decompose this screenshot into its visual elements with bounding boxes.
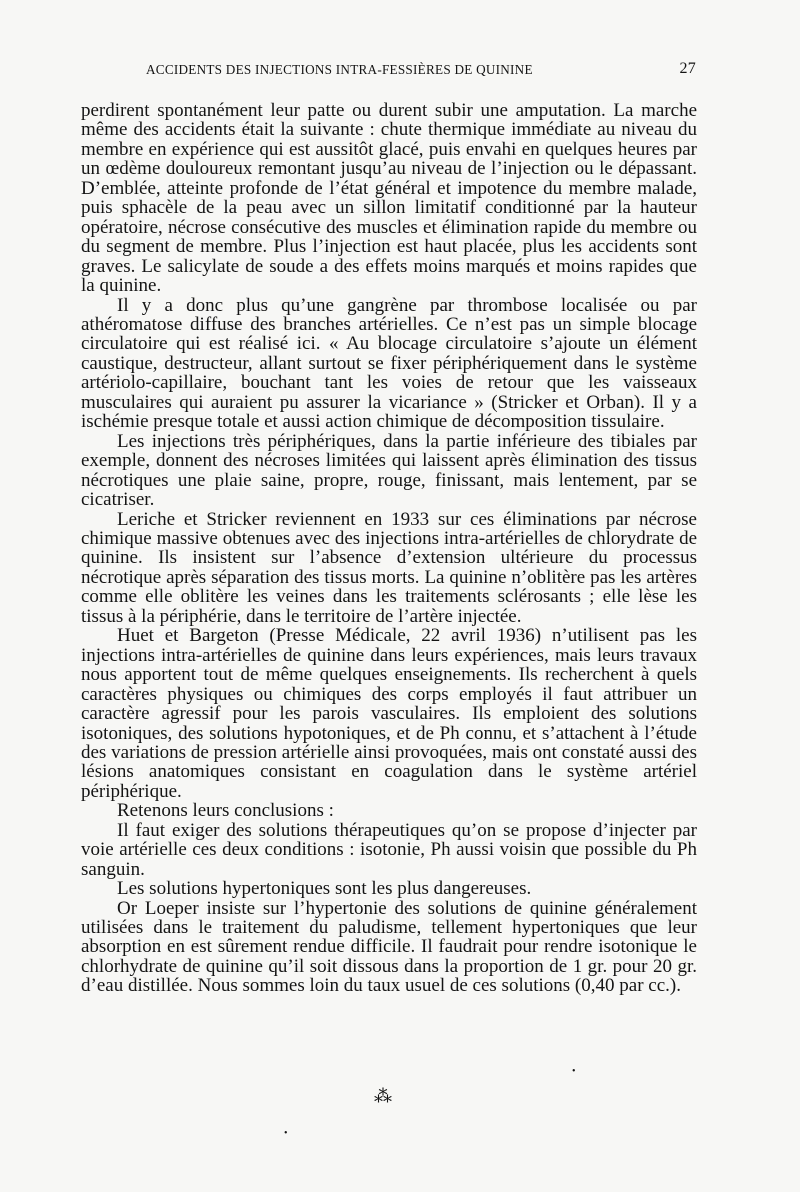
running-header xyxy=(146,62,696,78)
section-ornament: ⁂ xyxy=(374,1086,390,1106)
paragraph-8: Les solutions hypertoniques sont les plus dangereuses. xyxy=(117,878,532,900)
paragraph-9: Or Loeper insiste sur l’hypertonie des solutions de quinine généralement utilisées dans le traitement du paludisme, tellement hypertoniques que leur absorption en est sûrement rendue difficile. Il faudrait pour rendre isotonique le chlorhydrate de quinine qu’il soit dissous dans la proportion de 1 gr. pour 20 gr. d’eau distillée. Nous sommes loin du taux usuel de ces solutions (0,40 par cc.). xyxy=(81,897,697,997)
print-speck: • xyxy=(284,1128,288,1139)
paragraph-4: Leriche et Stricker reviennent en 1933 sur ces éliminations par nécrose chimique massive obtenues avec des injections intra-artérielles de chlorydrate de quinine. Ils insistent sur l’absence d’extension ultérieure du processus nécrotique après séparation des tissus morts. La quinine n’oblitère pas les artères comme elle oblitère les veines dans les traitements sclérosants ; elle lèse les tissus à la périphérie, dans le territoire de l’artère injectée. xyxy=(81,508,697,627)
page-number: 27 xyxy=(679,60,696,77)
paragraph-7: Il faut exiger des solutions thérapeutiques qu’on se propose d’injecter par voie artérielle ces deux conditions : isotonie, Ph aussi voisin que possible du Ph sanguin. xyxy=(81,819,697,880)
running-title: ACCIDENTS DES INJECTIONS INTRA-FESSIÈRES DE QUININE xyxy=(146,62,533,77)
paragraph-5: Huet et Bargeton (Presse Médicale, 22 avril 1936) n’utilisent pas les injections intra-artérielles de quinine dans leurs expériences, mais leurs travaux nous apportent tout de même quelques enseignements. Ils recherchent à quels caractères physiques ou chimiques des corps employés il faut attribuer un caractère agressif pour les parois vasculaires. Ils emploient des solutions isotoniques, des solutions hypotoniques, et de Ph connu, et s’attachent à l’étude des variations de pression artérielle ainsi provoquées, mais ont constaté aussi des lésions anatomiques consistant en coagulation dans le système artériel périphérique. xyxy=(81,625,697,802)
print-speck: • xyxy=(572,1066,576,1077)
body-text xyxy=(81,101,697,996)
paragraph-1: perdirent spontanément leur patte ou durent subir une amputation. La marche même des accidents était la suivante : chute thermique immédiate au niveau du membre en expérience qui est aussitôt glacé, puis envahi en quelques heures par un œdème douloureux remontant jusqu’au niveau de l’injection ou le dépassant. D’emblée, atteinte profonde de l’état général et impotence du membre malade, puis sphacèle de la peau avec un sillon limitatif conditionné par la hauteur opératoire, nécrose consécutive des muscles et élimination rapide du membre ou du segment de membre. Plus l’injection est haut placée, plus les accidents sont graves. Le salicylate de soude a des effets moins marqués et moins rapides que la quinine. xyxy=(81,100,697,297)
paragraph-3: Les injections très périphériques, dans la partie inférieure des tibiales par exemple, donnent des nécroses limitées qui laissent après élimination des tissus nécrotiques une plaie saine, propre, rouge, finissant, mais lentement, par se cicatriser. xyxy=(81,430,697,511)
paragraph-6: Retenons leurs conclusions : xyxy=(117,800,334,822)
paragraph-2: Il y a donc plus qu’une gangrène par thrombose localisée ou par athéromatose diffuse des branches artérielles. Ce n’est pas un simple blocage circulatoire qui est réalisé ici. « Au blocage circulatoire s’ajoute un élément caustique, destructeur, allant surtout se fixer périphériquement dans le système artériolo-capillaire, bouchant tant les voies de retour que les vaisseaux musculaires qui auraient pu assurer la vicariance » (Stricker et Orban). Il y a ischémie presque totale et aussi action chimique de décomposition tissulaire. xyxy=(81,294,697,433)
